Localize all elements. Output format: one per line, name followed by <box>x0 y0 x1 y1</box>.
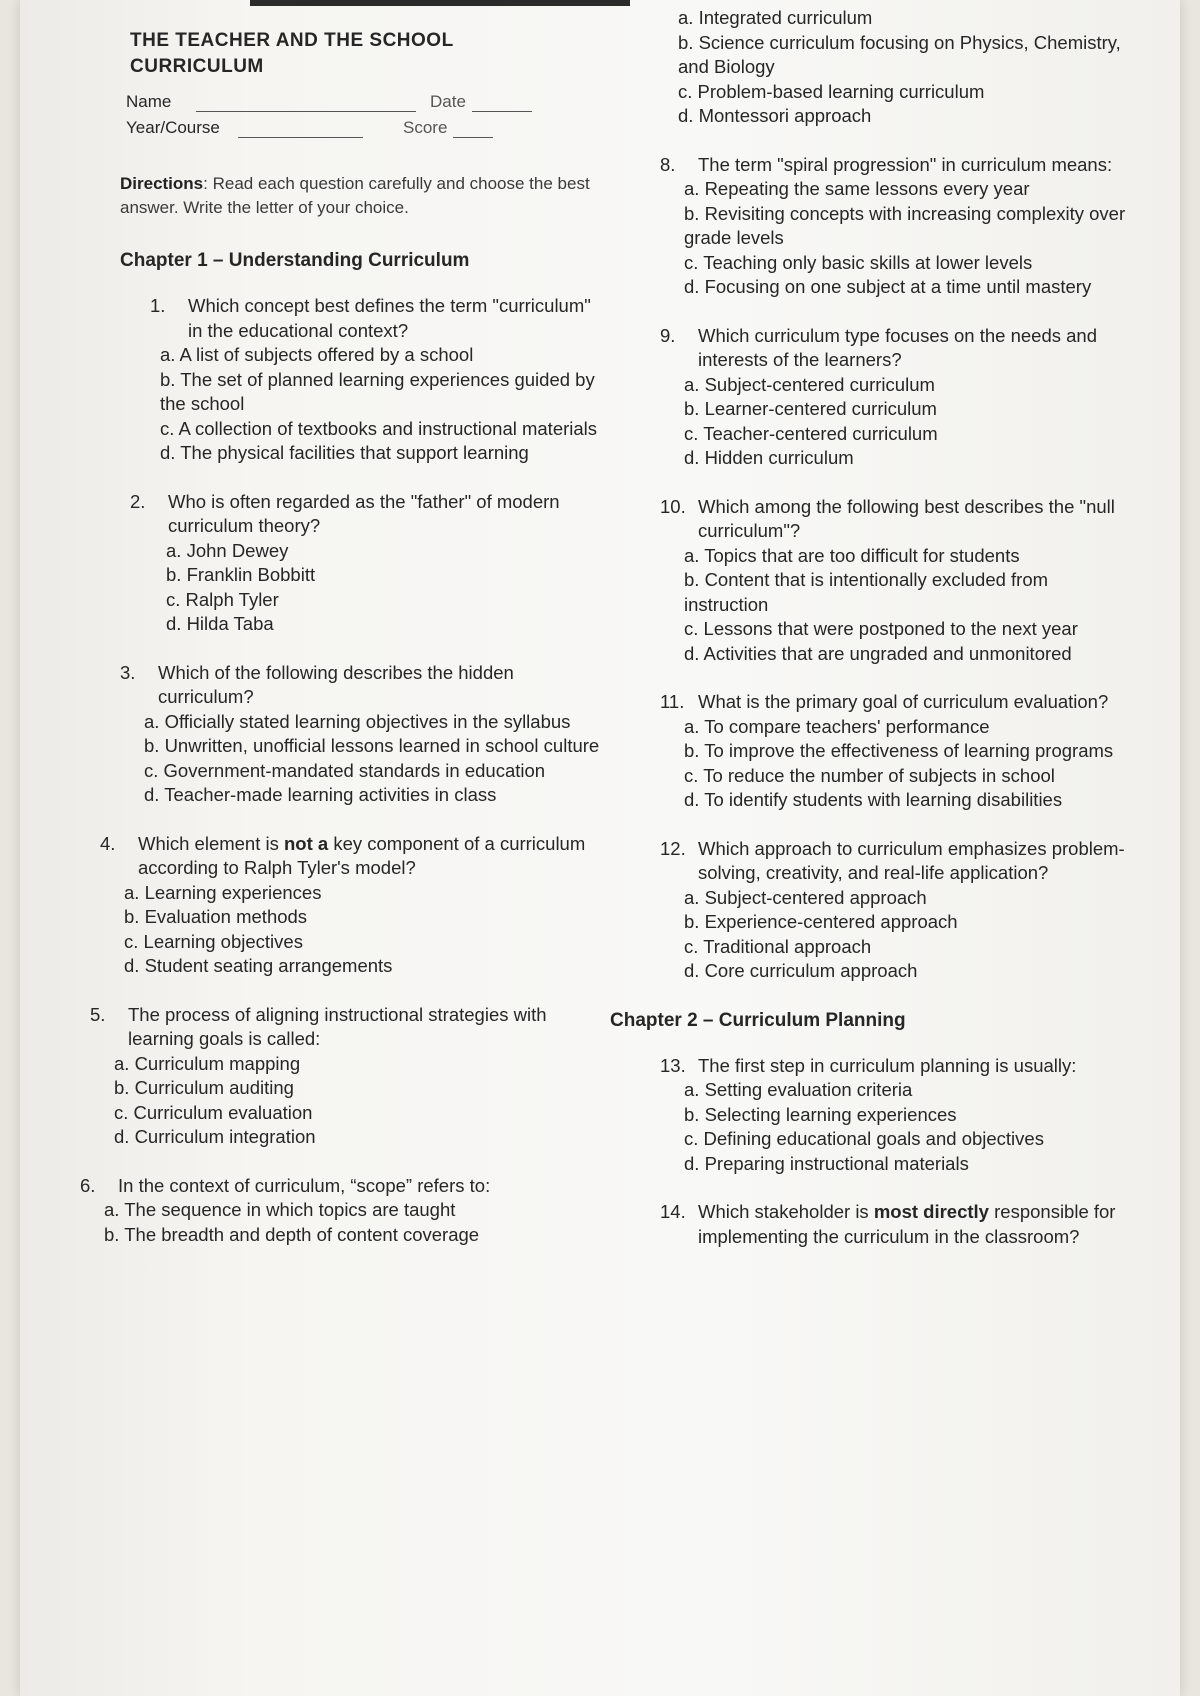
option-c[interactable]: c. Learning objectives <box>124 930 303 952</box>
question-stem: Which among the following best describes the "null curriculum"? <box>698 495 1115 541</box>
course-row <box>126 118 600 138</box>
option-a[interactable]: a. Curriculum mapping <box>114 1052 301 1074</box>
name-row <box>126 92 600 112</box>
question-number: 12. <box>660 837 686 859</box>
option-b[interactable]: b. Evaluation methods <box>124 906 308 927</box>
option-c[interactable]: c. Traditional approach <box>684 935 872 957</box>
date-field[interactable] <box>472 93 532 112</box>
question-stem: Which element is not a key component of a curriculum according to Ralph Tyler's model? <box>138 832 586 878</box>
option-b[interactable]: b. Franklin Bobbitt <box>166 564 316 585</box>
question-7-continued <box>678 6 1130 129</box>
option-b[interactable]: b. Unwritten, unofficial lessons learned in school culture <box>144 735 600 756</box>
option-a[interactable]: a. Setting evaluation criteria <box>684 1079 913 1100</box>
chapter-2-heading: Chapter 2 – Curriculum Planning <box>610 1009 906 1031</box>
question-13 <box>660 1054 1130 1177</box>
option-c[interactable]: c. Government-mandated standards in education <box>144 759 546 781</box>
option-d[interactable]: d. Montessori approach <box>678 105 872 126</box>
question-number: 1. <box>150 295 166 316</box>
option-c[interactable]: c. Defining educational goals and objectives <box>684 1128 1044 1149</box>
name-label: Name <box>126 92 172 111</box>
question-3 <box>120 661 600 808</box>
option-d[interactable]: d. Focusing on one subject at a time until mastery <box>684 276 1092 297</box>
option-a[interactable]: a. Subject-centered curriculum <box>684 373 935 395</box>
option-a[interactable]: a. Subject-centered approach <box>684 886 927 908</box>
question-stem: The process of aligning instructional strategies with learning goals is called: <box>128 1003 547 1049</box>
option-b[interactable]: b. Content that is intentionally excluded from instruction <box>684 569 1049 615</box>
option-d[interactable]: d. Activities that are ungraded and unmonitored <box>684 642 1072 664</box>
question-number: 9. <box>660 324 676 346</box>
question-number: 14. <box>660 1201 686 1222</box>
option-c[interactable]: c. To reduce the number of subjects in school <box>684 764 1055 786</box>
question-number: 6. <box>80 1174 96 1196</box>
question-number: 11. <box>660 691 685 712</box>
option-a[interactable]: a. The sequence in which topics are taught <box>104 1199 456 1220</box>
option-b[interactable]: b. Revisiting concepts with increasing complexity over grade levels <box>684 202 1126 248</box>
option-b[interactable]: b. Curriculum auditing <box>114 1077 294 1098</box>
directions-text: : Read each question carefully and choose the best answer. Write the letter of your choice. <box>120 174 590 217</box>
exam-title-line1: THE TEACHER AND THE SCHOOL <box>130 30 454 51</box>
option-d[interactable]: d. Hilda Taba <box>166 613 274 634</box>
top-strip <box>250 0 630 6</box>
option-d[interactable]: d. Curriculum integration <box>114 1126 316 1147</box>
left-column <box>80 30 600 1271</box>
name-field[interactable] <box>196 93 416 112</box>
question-1 <box>150 294 600 466</box>
option-a[interactable]: a. John Dewey <box>166 539 289 561</box>
question-stem: Which concept best defines the term "curriculum" in the educational context? <box>188 295 591 341</box>
option-a[interactable]: a. Learning experiences <box>124 881 322 903</box>
option-a[interactable]: a. Repeating the same lessons every year <box>684 178 1030 199</box>
option-b[interactable]: b. Experience-centered approach <box>684 911 958 932</box>
option-b[interactable]: b. Science curriculum focusing on Physics, Chemistry, and Biology <box>678 31 1121 77</box>
question-12 <box>660 837 1130 984</box>
option-a[interactable]: a. To compare teachers' performance <box>684 715 990 737</box>
emphasis-not: not a <box>284 832 329 854</box>
score-field[interactable] <box>453 119 493 138</box>
exam-paper <box>20 0 1180 1696</box>
question-stem: Which approach to curriculum emphasizes problem-solving, creativity, and real-life application? <box>698 837 1125 883</box>
option-d[interactable]: d. Hidden curriculum <box>684 447 854 468</box>
question-number: 2. <box>130 490 146 512</box>
question-9 <box>660 324 1130 471</box>
option-d[interactable]: d. Teacher-made learning activities in class <box>144 784 497 805</box>
option-b[interactable]: b. Selecting learning experiences <box>684 1103 957 1125</box>
question-stem: The first step in curriculum planning is usually: <box>698 1054 1077 1076</box>
emphasis-most-directly: most directly <box>873 1201 989 1222</box>
question-stem: Which of the following describes the hidden curriculum? <box>158 661 514 707</box>
question-number: 5. <box>90 1003 106 1025</box>
option-d[interactable]: d. Core curriculum approach <box>684 960 918 981</box>
option-a[interactable]: a. Integrated curriculum <box>678 7 873 28</box>
question-2 <box>130 490 600 637</box>
question-number: 13. <box>660 1054 686 1076</box>
option-b[interactable]: b. Learner-centered curriculum <box>684 398 937 419</box>
question-11 <box>660 690 1130 813</box>
option-c[interactable]: c. Problem-based learning curriculum <box>678 80 985 102</box>
question-stem: Which curriculum type focuses on the needs and interests of the learners? <box>698 324 1097 370</box>
option-a[interactable]: a. Officially stated learning objectives in the syllabus <box>144 710 571 732</box>
option-b[interactable]: b. To improve the effectiveness of learning programs <box>684 740 1114 761</box>
option-d[interactable]: d. Preparing instructional materials <box>684 1152 969 1174</box>
question-stem: In the context of curriculum, “scope” refers to: <box>118 1174 491 1196</box>
option-a[interactable]: a. A list of subjects offered by a school <box>160 344 474 365</box>
course-field[interactable] <box>238 119 363 138</box>
option-d[interactable]: d. To identify students with learning disabilities <box>684 789 1063 810</box>
question-stem: Who is often regarded as the "father" of modern curriculum theory? <box>168 490 560 536</box>
directions <box>120 172 600 220</box>
option-d[interactable]: d. Student seating arrangements <box>124 955 393 976</box>
question-6 <box>80 1174 600 1248</box>
option-b[interactable]: b. The breadth and depth of content coverage <box>104 1223 480 1245</box>
option-c[interactable]: c. Lessons that were postponed to the next year <box>684 618 1078 639</box>
option-c[interactable]: c. Teaching only basic skills at lower levels <box>684 251 1033 273</box>
directions-label: Directions <box>120 174 204 193</box>
date-label: Date <box>430 92 466 111</box>
score-label: Score <box>403 118 448 137</box>
course-label: Year/Course <box>126 118 220 137</box>
option-c[interactable]: c. Ralph Tyler <box>166 588 279 610</box>
question-number: 10. <box>660 495 686 517</box>
option-a[interactable]: a. Topics that are too difficult for students <box>684 544 1020 566</box>
option-b[interactable]: b. The set of planned learning experiences guided by the school <box>160 368 595 414</box>
question-5 <box>90 1003 600 1150</box>
option-c[interactable]: c. Teacher-centered curriculum <box>684 422 938 444</box>
exam-title-line2: CURRICULUM <box>130 56 264 77</box>
option-c[interactable]: c. Curriculum evaluation <box>114 1101 313 1123</box>
question-number: 8. <box>660 153 676 175</box>
question-stem: Which stakeholder is most directly responsible for implementing the curriculum in the classroom? <box>698 1201 1116 1247</box>
option-c[interactable]: c. A collection of textbooks and instructional materials <box>160 417 598 439</box>
question-8 <box>660 153 1130 300</box>
question-stem: The term "spiral progression" in curriculum means: <box>698 153 1113 175</box>
question-4 <box>100 832 600 979</box>
chapter-1-heading: Chapter 1 – Understanding Curriculum <box>120 250 470 271</box>
right-column <box>610 0 1130 1273</box>
option-d[interactable]: d. The physical facilities that support learning <box>160 442 529 463</box>
question-number: 4. <box>100 832 116 854</box>
question-stem: What is the primary goal of curriculum evaluation? <box>698 691 1109 712</box>
question-10 <box>660 495 1130 667</box>
question-14 <box>660 1200 1130 1249</box>
question-number: 3. <box>120 661 136 683</box>
